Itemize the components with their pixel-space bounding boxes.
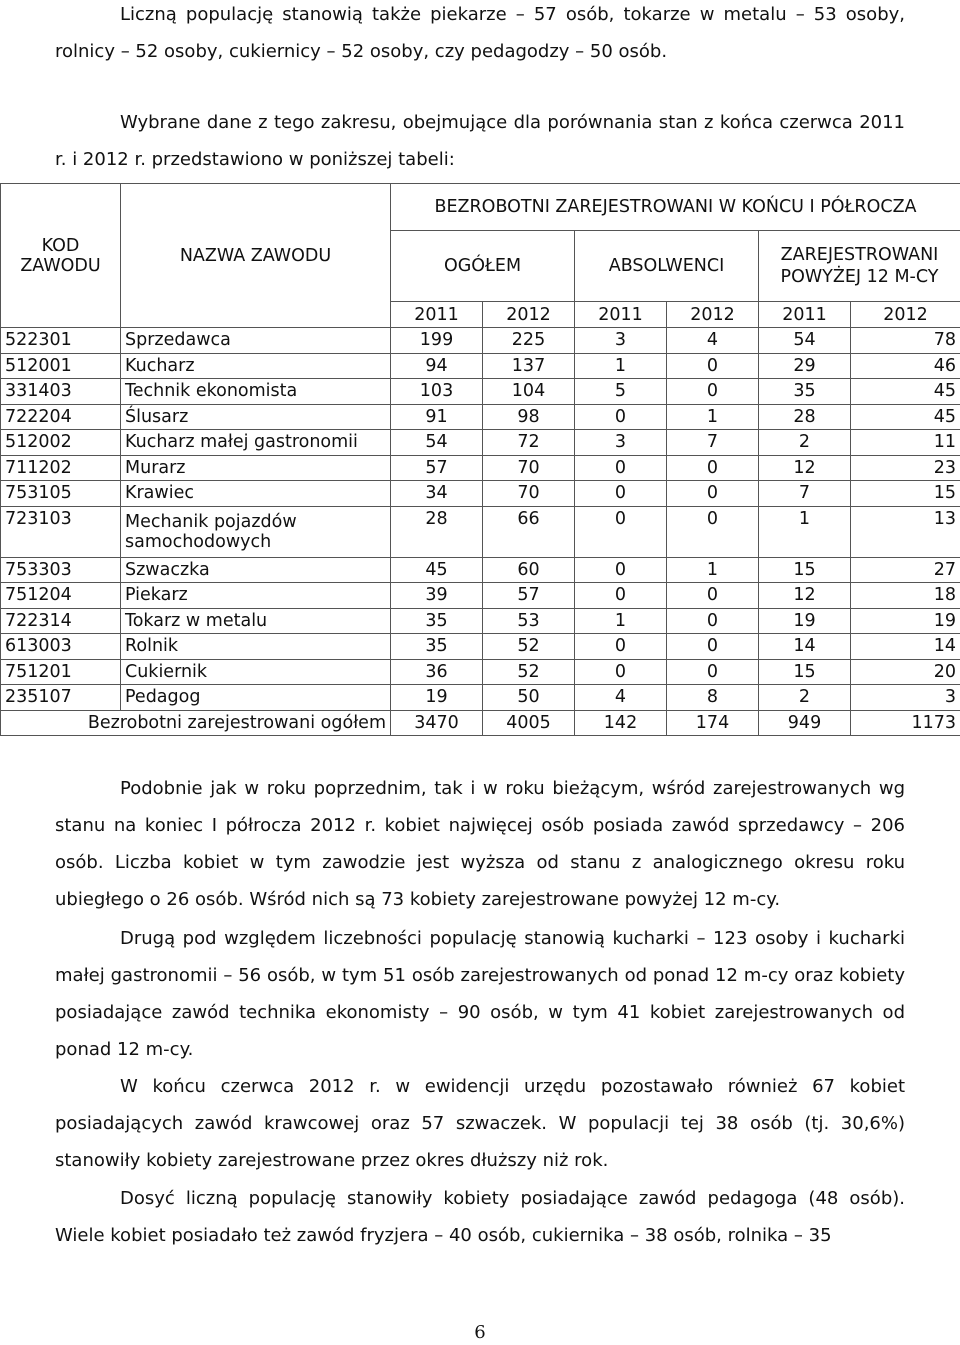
occupation-code: 753303	[1, 557, 121, 583]
value-cell: 15	[851, 481, 960, 507]
value-cell: 50	[483, 685, 575, 711]
occupation-name: Technik ekonomista	[121, 379, 391, 405]
occupation-code: 512001	[1, 353, 121, 379]
header-year: 2012	[851, 302, 960, 328]
value-cell: 45	[391, 557, 483, 583]
value-cell: 66	[483, 506, 575, 557]
occupation-code: 331403	[1, 379, 121, 405]
header-total: OGÓŁEM	[391, 231, 575, 302]
occupation-code: 512002	[1, 430, 121, 456]
value-cell: 35	[391, 634, 483, 660]
value-cell: 20	[851, 659, 960, 685]
value-cell: 52	[483, 659, 575, 685]
value-cell: 5	[575, 379, 667, 405]
value-cell: 70	[483, 481, 575, 507]
value-cell: 45	[851, 379, 960, 405]
value-cell: 28	[391, 506, 483, 557]
occupation-name: Kucharz małej gastronomii	[121, 430, 391, 456]
value-cell: 11	[851, 430, 960, 456]
value-cell: 19	[759, 608, 851, 634]
value-cell: 45	[851, 404, 960, 430]
occupation-code: 522301	[1, 328, 121, 354]
value-cell: 54	[759, 328, 851, 354]
occupation-name: Rolnik	[121, 634, 391, 660]
value-cell: 0	[575, 404, 667, 430]
table-row	[1, 379, 960, 405]
value-cell: 137	[483, 353, 575, 379]
occupation-name: Piekarz	[121, 583, 391, 609]
header-group: BEZROBOTNI ZAREJESTROWANI W KOŃCU I PÓŁROCZA	[391, 184, 960, 231]
value-cell: 94	[391, 353, 483, 379]
unemployment-table	[0, 183, 960, 736]
total-value-cell: 1173	[851, 710, 960, 736]
value-cell: 52	[483, 634, 575, 660]
occupation-code: 723103	[1, 506, 121, 557]
value-cell: 1	[667, 557, 759, 583]
value-cell: 53	[483, 608, 575, 634]
value-cell: 57	[391, 455, 483, 481]
paragraph-4: Dosyć liczną populację stanowiły kobiety posiadające zawód pedagoga (48 osób). Wiele kobiet posiadało też zawód fryzjera – 40 osób, cukiernika – 38 osób, rolnika – 35	[55, 1188, 905, 1246]
table-row	[1, 506, 960, 557]
total-value-cell: 3470	[391, 710, 483, 736]
value-cell: 14	[759, 634, 851, 660]
header-year: 2011	[391, 302, 483, 328]
value-cell: 103	[391, 379, 483, 405]
value-cell: 0	[575, 481, 667, 507]
value-cell: 0	[667, 353, 759, 379]
total-row	[1, 710, 960, 736]
occupation-name: Cukiernik	[121, 659, 391, 685]
table-row	[1, 685, 960, 711]
table-row	[1, 455, 960, 481]
value-cell: 18	[851, 583, 960, 609]
value-cell: 4	[575, 685, 667, 711]
occupation-code: 235107	[1, 685, 121, 711]
total-value-cell: 949	[759, 710, 851, 736]
value-cell: 35	[391, 608, 483, 634]
total-value-cell: 142	[575, 710, 667, 736]
value-cell: 98	[483, 404, 575, 430]
header-year: 2012	[667, 302, 759, 328]
value-cell: 14	[851, 634, 960, 660]
value-cell: 0	[575, 583, 667, 609]
value-cell: 78	[851, 328, 960, 354]
total-value-cell: 174	[667, 710, 759, 736]
value-cell: 72	[483, 430, 575, 456]
value-cell: 13	[851, 506, 960, 557]
value-cell: 3	[851, 685, 960, 711]
header-graduates: ABSOLWENCI	[575, 231, 759, 302]
occupation-code: 711202	[1, 455, 121, 481]
table-row	[1, 353, 960, 379]
value-cell: 0	[575, 634, 667, 660]
value-cell: 70	[483, 455, 575, 481]
occupation-name: Krawiec	[121, 481, 391, 507]
value-cell: 19	[851, 608, 960, 634]
header-year: 2011	[759, 302, 851, 328]
value-cell: 0	[667, 481, 759, 507]
value-cell: 29	[759, 353, 851, 379]
occupation-code: 722204	[1, 404, 121, 430]
value-cell: 15	[759, 659, 851, 685]
value-cell: 0	[667, 506, 759, 557]
occupation-name: Murarz	[121, 455, 391, 481]
value-cell: 0	[575, 659, 667, 685]
occupation-code: 722314	[1, 608, 121, 634]
value-cell: 4	[667, 328, 759, 354]
table-row	[1, 481, 960, 507]
table-row	[1, 608, 960, 634]
occupation-name: Tokarz w metalu	[121, 608, 391, 634]
value-cell: 8	[667, 685, 759, 711]
value-cell: 0	[575, 557, 667, 583]
occupation-code: 753105	[1, 481, 121, 507]
value-cell: 0	[667, 608, 759, 634]
value-cell: 27	[851, 557, 960, 583]
value-cell: 0	[667, 379, 759, 405]
value-cell: 1	[575, 608, 667, 634]
paragraph-top: Liczną populację stanowią także piekarze – 57 osób, tokarze w metalu – 53 osoby, rolnicy – 52 osoby, cukiernicy – 52 osoby, czy pedagodzy – 50 osób.	[55, 4, 905, 62]
table-row	[1, 557, 960, 583]
occupation-name: Pedagog	[121, 685, 391, 711]
value-cell: 0	[667, 583, 759, 609]
value-cell: 7	[759, 481, 851, 507]
table-row	[1, 328, 960, 354]
value-cell: 39	[391, 583, 483, 609]
value-cell: 3	[575, 328, 667, 354]
value-cell: 1	[759, 506, 851, 557]
total-label: Bezrobotni zarejestrowani ogółem	[1, 710, 391, 736]
occupation-code: 613003	[1, 634, 121, 660]
value-cell: 91	[391, 404, 483, 430]
header-year: 2012	[483, 302, 575, 328]
value-cell: 28	[759, 404, 851, 430]
value-cell: 34	[391, 481, 483, 507]
value-cell: 35	[759, 379, 851, 405]
value-cell: 23	[851, 455, 960, 481]
value-cell: 225	[483, 328, 575, 354]
value-cell: 54	[391, 430, 483, 456]
header-name: NAZWA ZAWODU	[121, 184, 391, 328]
value-cell: 199	[391, 328, 483, 354]
occupation-name: Mechanik pojazdów samochodowych	[121, 506, 391, 557]
value-cell: 46	[851, 353, 960, 379]
paragraph-intro: Wybrane dane z tego zakresu, obejmujące dla porównania stan z końca czerwca 2011 r. i 2012 r. przedstawiono w poniższej tabeli:	[55, 112, 905, 170]
table-row	[1, 634, 960, 660]
occupation-name: Sprzedawca	[121, 328, 391, 354]
value-cell: 36	[391, 659, 483, 685]
occupation-code: 751201	[1, 659, 121, 685]
value-cell: 12	[759, 455, 851, 481]
value-cell: 2	[759, 430, 851, 456]
paragraph-2: Drugą pod względem liczebności populację stanowią kucharki – 123 osoby i kucharki małej gastronomii – 56 osób, w tym 51 osób zarejestrowanych od ponad 12 m-cy oraz kobiety posiadające zawód technika ekonomisty – 90 osób, w tym 41 kobiet zarejestrowanych od ponad 12 m-cy.	[55, 928, 905, 1060]
occupation-name: Kucharz	[121, 353, 391, 379]
value-cell: 7	[667, 430, 759, 456]
value-cell: 19	[391, 685, 483, 711]
header-code: KOD ZAWODU	[1, 184, 121, 328]
table-row	[1, 583, 960, 609]
value-cell: 0	[575, 455, 667, 481]
header-year: 2011	[575, 302, 667, 328]
table-row	[1, 404, 960, 430]
occupation-code: 751204	[1, 583, 121, 609]
occupation-name: Ślusarz	[121, 404, 391, 430]
value-cell: 0	[667, 634, 759, 660]
occupation-name: Szwaczka	[121, 557, 391, 583]
paragraph-3: W końcu czerwca 2012 r. w ewidencji urzędu pozostawało również 67 kobiet posiadających zawód krawcowej oraz 57 szwaczek. W populacji tej 38 osób (tj. 30,6%) stanowiły kobiety zarejestrowane przez okres dłuższy niż rok.	[55, 1076, 905, 1171]
paragraph-1: Podobnie jak w roku poprzednim, tak i w roku bieżącym, wśród zarejestrowanych wg stanu na koniec I półrocza 2012 r. kobiet najwięcej osób posiada zawód sprzedawcy – 206 osób. Liczba kobiet w tym zawodzie jest wyższa od stanu z analogicznego okresu roku ubiegłego o 26 osób. Wśród nich są 73 kobiety zarejestrowane powyżej 12 m-cy.	[55, 778, 905, 910]
value-cell: 3	[575, 430, 667, 456]
value-cell: 1	[575, 353, 667, 379]
value-cell: 57	[483, 583, 575, 609]
value-cell: 0	[667, 455, 759, 481]
table-row	[1, 430, 960, 456]
value-cell: 0	[667, 659, 759, 685]
value-cell: 60	[483, 557, 575, 583]
value-cell: 1	[667, 404, 759, 430]
header-over12: ZAREJESTROWANI POWYŻEJ 12 M-CY	[759, 231, 960, 302]
total-value-cell: 4005	[483, 710, 575, 736]
value-cell: 0	[575, 506, 667, 557]
value-cell: 15	[759, 557, 851, 583]
value-cell: 104	[483, 379, 575, 405]
value-cell: 12	[759, 583, 851, 609]
page-number: 6	[474, 1322, 486, 1343]
table-row	[1, 659, 960, 685]
value-cell: 2	[759, 685, 851, 711]
